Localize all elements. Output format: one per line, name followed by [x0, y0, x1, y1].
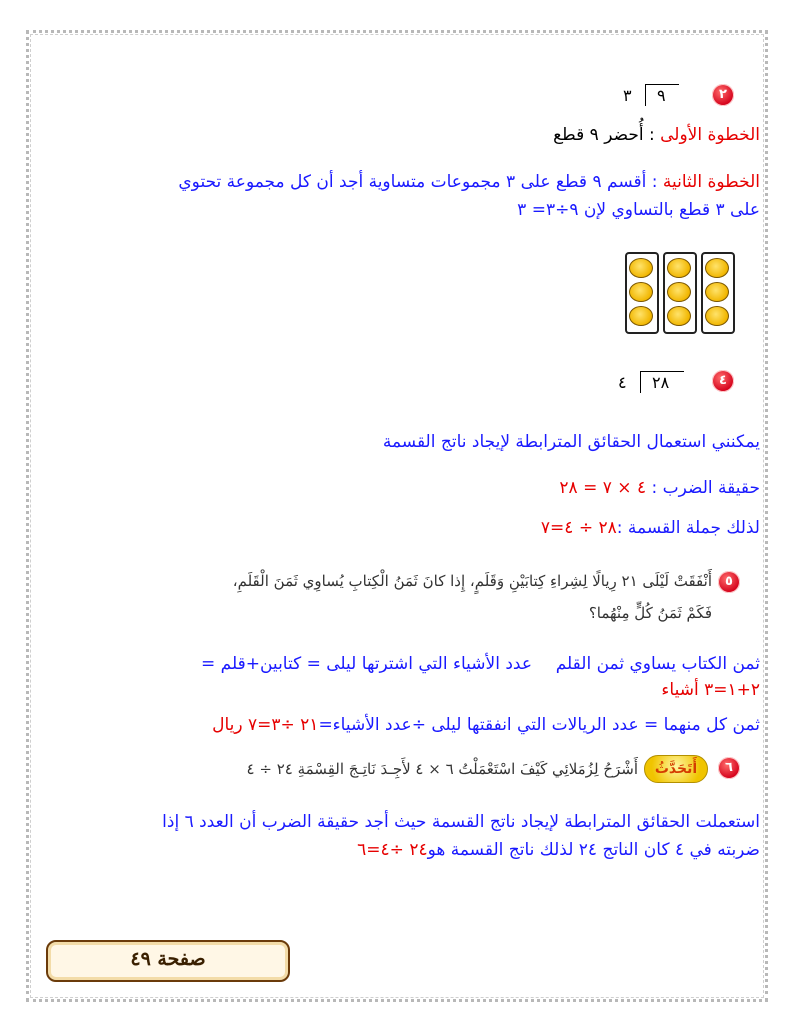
long-division-4: [610, 371, 690, 397]
div-sentence-eq: ٢٨ ÷ ٤=٧: [540, 518, 617, 538]
step-1-text: : أُحضر ٩ قطع: [553, 125, 661, 145]
question-5-line-1: أَنْفَقَتْ لَيْلَى ٢١ رِيالًا لِشِراءِ كِتابَيْنِ وَقَلَمٍ، إِذا كانَ ثَمَنُ الْكِتابِ يُساوِي ثَمَنَ الْقَلَمِ،: [232, 572, 712, 590]
question-5-text-2: [589, 604, 712, 622]
mult-fact-eq: ٤ × ٧ = ٢٨: [559, 478, 647, 498]
counter: [705, 282, 729, 302]
answer-5-line-1a: [556, 654, 760, 674]
mult-fact-line: [559, 478, 760, 498]
mult-fact-label: حقيقة الضرب :: [646, 478, 760, 498]
answer-5-line-3: [212, 715, 760, 735]
counter-group: [625, 252, 659, 334]
question-5-text: [233, 572, 712, 590]
dividend-2: ٩: [657, 86, 666, 105]
step-1-line: [553, 125, 760, 145]
counter: [667, 306, 691, 326]
step-2-line-2-text: على ٣ قطع بالتساوي لإن ٩÷٣= ٣: [517, 200, 760, 220]
divisor-2: ٣: [623, 86, 632, 105]
question-4-badge: [712, 370, 734, 392]
dividend-4: ٢٨: [652, 373, 670, 392]
answer-5-items-total: ٢+١=٣ أشياء: [661, 680, 760, 700]
question-5-badge: [718, 571, 740, 593]
answer-6-eq: ٢٤ ÷٤=٦: [357, 840, 428, 860]
long-division-2: [615, 84, 685, 110]
counter: [667, 258, 691, 278]
question-2-badge: [712, 84, 734, 106]
answer-6-text-1: استعملت الحقائق المترابطة لإيجاد ناتج القسمة حيث أجد حقيقة الضرب أن العدد ٦ إذا: [162, 812, 760, 832]
talk-label: أَتَحَدَّثُ: [654, 761, 698, 777]
step-2-label: الخطوة الثانية: [662, 172, 760, 192]
answer-6-line-1: [162, 812, 760, 832]
step-2-line-2: [517, 200, 760, 220]
counter: [629, 258, 653, 278]
counter: [667, 282, 691, 302]
question-5-number: ٥: [725, 574, 733, 589]
page-number-label: صفحة ٤٩: [130, 948, 206, 970]
page-number-box: [46, 940, 290, 982]
counter: [629, 282, 653, 302]
counter: [629, 306, 653, 326]
counter-group: [701, 252, 735, 334]
counter: [705, 306, 729, 326]
question-2-number: ٢: [719, 87, 727, 102]
answer-5-price-eq: ٢١ ÷٣=٧ ريال: [212, 715, 319, 735]
div-sentence-label: لذلك جملة القسمة :: [616, 518, 760, 538]
question-6-number: ٦: [725, 760, 733, 775]
step-2-text: : أقسم ٩ قطع على ٣ مجموعات متساوية أجد أن كل مجموعة تحتوي: [178, 172, 663, 192]
answer-6-line-2: [357, 840, 760, 860]
div-sentence-line: [541, 518, 760, 538]
answer-5-items-count: عدد الأشياء التي اشترتها ليلى = كتابين+قلم =: [201, 654, 532, 674]
question-5-line-2: فَكَمْ ثَمَنُ كُلٍّ مِنْهُما؟: [588, 604, 712, 622]
question-6-prompt: أَشْرَحُ لِزُمَلائِي كَيْفَ اسْتَعْمَلْتُ ٦ × ٤ لأَجِـدَ نَاتِـجَ القِسْمَةِ ٢٤ ÷ ٤: [246, 760, 638, 778]
answer-5-price-equal: ثمن الكتاب يساوي ثمن القلم: [555, 654, 760, 674]
step-1-label: الخطوة الأولى: [660, 125, 760, 145]
question-6-text: [247, 760, 638, 778]
answer-5-line-2: [661, 680, 760, 700]
facts-intro: [383, 432, 760, 452]
divisor-4: ٤: [618, 373, 627, 392]
talk-badge: [644, 755, 708, 783]
answer-5-line-1b: [201, 654, 532, 674]
counter: [705, 258, 729, 278]
answer-6-text-2: ضربته في ٤ كان الناتج ٢٤ لذلك ناتج القسمة هو: [427, 840, 760, 860]
question-4-number: ٤: [719, 373, 727, 388]
question-6-badge: [718, 757, 740, 779]
facts-intro-text: يمكنني استعمال الحقائق المترابطة لإيجاد ناتج القسمة: [382, 432, 760, 452]
answer-5-price-text: ثمن كل منهما = عدد الريالات التي انفقتها ليلى ÷عدد الأشياء=: [318, 715, 760, 735]
step-2-line: [178, 172, 760, 192]
counter-group: [663, 252, 697, 334]
